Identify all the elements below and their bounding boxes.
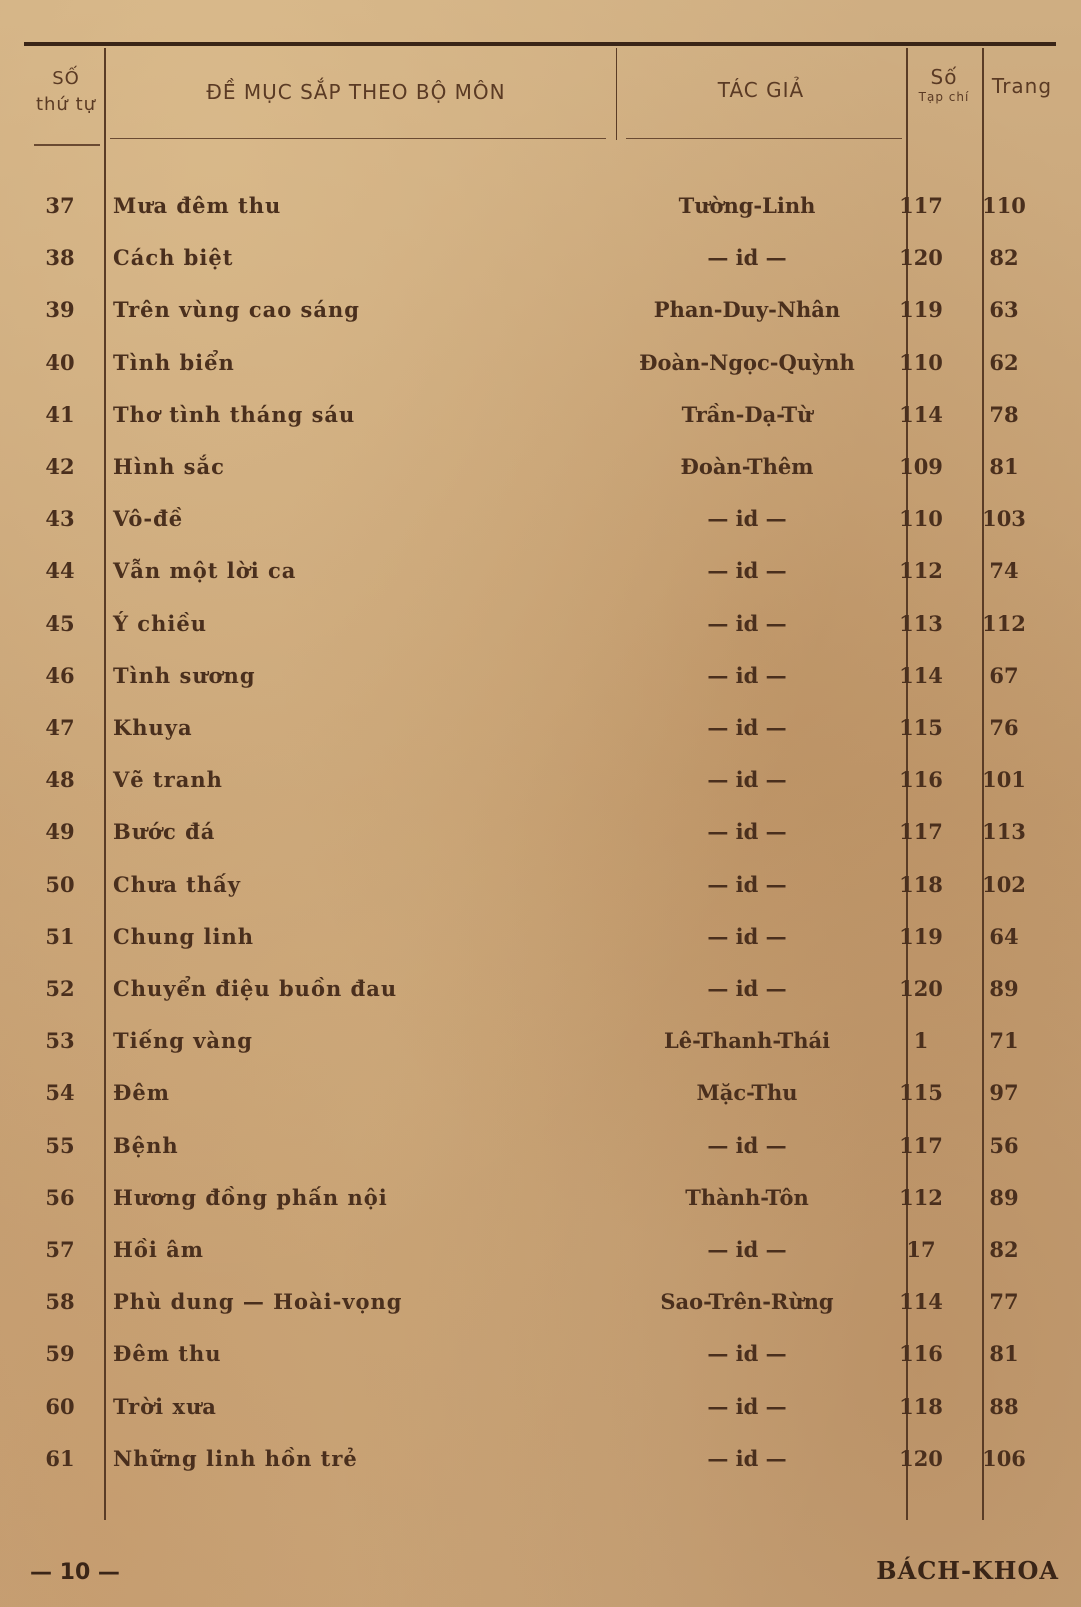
row-number: 51: [45, 923, 75, 949]
table-row: [0, 911, 1081, 963]
top-rule: [24, 42, 1056, 46]
table-row: [0, 598, 1081, 650]
row-author: Sao-Trên-Rừng: [660, 1289, 834, 1315]
row-page: 76: [989, 715, 1019, 740]
row-number: 39: [45, 297, 75, 323]
row-title: Phù dung — Hoài-vọng: [113, 1289, 403, 1315]
table-row: [0, 1433, 1081, 1485]
table-row: [0, 284, 1081, 336]
header-num-line2: thứ tự: [35, 94, 97, 115]
row-title: Tình biển: [113, 349, 235, 375]
row-number: 58: [45, 1289, 75, 1315]
table-row: [0, 650, 1081, 702]
table-row: [0, 180, 1081, 232]
row-number: 41: [45, 401, 75, 427]
header-issue-line2: Tạp chí: [918, 90, 970, 104]
row-author: — id —: [707, 819, 787, 845]
table-row: [0, 1172, 1081, 1224]
row-number: 47: [45, 715, 75, 740]
row-title: Chung linh: [113, 923, 255, 949]
row-page: 62: [989, 349, 1019, 375]
row-number: 38: [45, 245, 75, 271]
row-number: 61: [45, 1445, 75, 1471]
row-issue: 114: [899, 401, 943, 427]
row-page: 112: [982, 610, 1026, 636]
row-author: — id —: [707, 610, 787, 636]
row-author: — id —: [707, 506, 787, 532]
row-author: — id —: [707, 715, 787, 740]
row-number: 43: [45, 506, 75, 532]
table-row: [0, 1224, 1081, 1276]
row-title: Tình sương: [113, 662, 256, 688]
row-issue: 112: [899, 558, 943, 584]
row-title: Trên vùng cao sáng: [113, 297, 360, 323]
row-number: 50: [45, 871, 75, 897]
row-number: 37: [45, 193, 75, 218]
row-title: Thơ tình tháng sáu: [113, 401, 356, 427]
row-page: 110: [982, 193, 1026, 218]
row-title: Trời xưa: [113, 1393, 217, 1419]
row-number: 54: [45, 1080, 75, 1106]
row-page: 74: [989, 558, 1019, 584]
row-issue: 120: [899, 245, 943, 271]
row-author: — id —: [707, 1341, 787, 1367]
row-number: 59: [45, 1341, 75, 1367]
row-author: — id —: [707, 558, 787, 584]
row-author: — id —: [707, 871, 787, 897]
row-number: 44: [45, 558, 75, 584]
row-issue: 17: [906, 1237, 936, 1262]
table-row: [0, 702, 1081, 754]
row-title: Vẫn một lời ca: [113, 558, 297, 584]
row-title: Đêm thu: [113, 1341, 222, 1367]
row-issue: 119: [899, 297, 943, 323]
row-title: Vẽ tranh: [113, 767, 223, 793]
row-issue: 115: [899, 715, 943, 740]
row-author: Mặc-Thu: [696, 1080, 798, 1106]
row-number: 56: [45, 1184, 75, 1210]
row-issue: 118: [899, 1393, 943, 1419]
row-page: 56: [989, 1132, 1019, 1158]
row-title: Hình sắc: [113, 454, 225, 479]
row-page: 77: [989, 1289, 1019, 1315]
row-title: Đêm: [113, 1080, 170, 1106]
row-issue: 117: [899, 819, 943, 845]
row-number: 49: [45, 819, 75, 845]
table-row: [0, 1328, 1081, 1380]
header-author: TÁC GIẢ: [717, 78, 805, 102]
row-author: Đoàn-Thêm: [680, 454, 814, 479]
row-author: — id —: [707, 1445, 787, 1471]
row-issue: 115: [899, 1080, 943, 1106]
table-row: [0, 963, 1081, 1015]
header-issue: [906, 64, 982, 104]
table-row: [0, 337, 1081, 389]
row-title: Ý chiều: [113, 610, 207, 636]
table-row: [0, 1381, 1081, 1433]
row-author: Trần-Dạ-Từ: [681, 401, 813, 427]
row-page: 101: [982, 767, 1026, 793]
header-num-line1: SỐ: [52, 68, 80, 89]
table-row: [0, 493, 1081, 545]
row-number: 55: [45, 1132, 75, 1158]
table-row: [0, 389, 1081, 441]
table-row: [0, 1120, 1081, 1172]
row-number: 46: [45, 662, 75, 688]
row-page: 103: [982, 506, 1026, 532]
row-issue: 119: [899, 923, 943, 949]
row-title: Mưa đêm thu: [113, 193, 282, 218]
row-issue: 110: [899, 349, 943, 375]
row-author: — id —: [707, 767, 787, 793]
page-number: — 10 —: [30, 1560, 120, 1585]
row-page: 81: [989, 1341, 1019, 1367]
row-author: — id —: [707, 245, 787, 271]
row-title: Vô-đề: [113, 506, 184, 532]
row-page: 81: [989, 454, 1019, 479]
row-number: 48: [45, 767, 75, 793]
row-number: 60: [45, 1393, 75, 1419]
row-number: 53: [45, 1028, 75, 1054]
magazine-name: BÁCH-KHOA: [876, 1556, 1059, 1585]
table-row: [0, 806, 1081, 858]
row-issue: 113: [899, 610, 943, 636]
row-page: 97: [989, 1080, 1019, 1106]
header-underline-author: [626, 138, 902, 139]
row-page: 113: [982, 819, 1026, 845]
table-row: [0, 859, 1081, 911]
header-underline-title: [110, 138, 606, 139]
row-number: 42: [45, 454, 75, 479]
row-issue: 1: [913, 1028, 929, 1054]
row-issue: 110: [899, 506, 943, 532]
table-row: [0, 1015, 1081, 1067]
row-author: — id —: [707, 1132, 787, 1158]
row-page: 71: [989, 1028, 1019, 1054]
row-author: Thành-Tôn: [685, 1184, 809, 1210]
row-issue: 116: [899, 767, 943, 793]
header-issue-line1: Số: [930, 65, 958, 89]
header-num: [28, 66, 104, 118]
row-title: Chưa thấy: [113, 871, 241, 897]
table-row: [0, 441, 1081, 493]
row-page: 89: [989, 1184, 1019, 1210]
row-page: 106: [982, 1445, 1026, 1471]
table-row: [0, 754, 1081, 806]
table-row: [0, 1067, 1081, 1119]
row-issue: 109: [899, 454, 943, 479]
header-underline-num: [34, 144, 100, 146]
row-number: 57: [45, 1237, 75, 1262]
row-author: — id —: [707, 1393, 787, 1419]
row-title: Hương đồng phấn nội: [113, 1184, 388, 1210]
row-number: 40: [45, 349, 75, 375]
row-title: Bước đá: [113, 819, 216, 845]
row-page: 63: [989, 297, 1019, 323]
row-author: Đoàn-Ngọc-Quỳnh: [639, 349, 855, 375]
row-issue: 120: [899, 1445, 943, 1471]
row-author: — id —: [707, 923, 787, 949]
row-issue: 120: [899, 976, 943, 1001]
row-page: 102: [982, 871, 1026, 897]
row-issue: 117: [899, 1132, 943, 1158]
table-row: [0, 232, 1081, 284]
row-title: Hồi âm: [113, 1237, 204, 1262]
row-title: Cách biệt: [113, 245, 234, 271]
row-title: Tiếng vàng: [113, 1028, 253, 1054]
row-page: 89: [989, 976, 1019, 1001]
row-issue: 116: [899, 1341, 943, 1367]
row-author: Lê-Thanh-Thái: [663, 1028, 831, 1054]
row-author: Phan-Duy-Nhân: [653, 297, 841, 323]
row-number: 52: [45, 976, 75, 1001]
table-row: [0, 545, 1081, 597]
row-author: — id —: [707, 976, 787, 1001]
row-issue: 117: [899, 193, 943, 218]
row-number: 45: [45, 610, 75, 636]
row-page: 67: [989, 662, 1019, 688]
row-author: — id —: [707, 1237, 787, 1262]
header-page: Trang: [991, 74, 1053, 98]
row-title: Khuya: [113, 715, 193, 740]
row-title: Chuyển điệu buồn đau: [113, 976, 398, 1001]
row-page: 82: [989, 1237, 1019, 1262]
row-issue: 114: [899, 662, 943, 688]
row-issue: 112: [899, 1184, 943, 1210]
row-issue: 118: [899, 871, 943, 897]
row-page: 64: [989, 923, 1019, 949]
row-title: Những linh hồn trẻ: [113, 1445, 358, 1471]
row-issue: 114: [899, 1289, 943, 1315]
row-author: Tường-Linh: [678, 193, 816, 218]
row-author: — id —: [707, 662, 787, 688]
header-title: ĐỀ MỤC SẮP THEO BỘ MÔN: [206, 80, 506, 104]
row-page: 78: [989, 401, 1019, 427]
row-page: 82: [989, 245, 1019, 271]
row-page: 88: [989, 1393, 1019, 1419]
row-title: Bệnh: [113, 1132, 179, 1158]
table-row: [0, 1276, 1081, 1328]
